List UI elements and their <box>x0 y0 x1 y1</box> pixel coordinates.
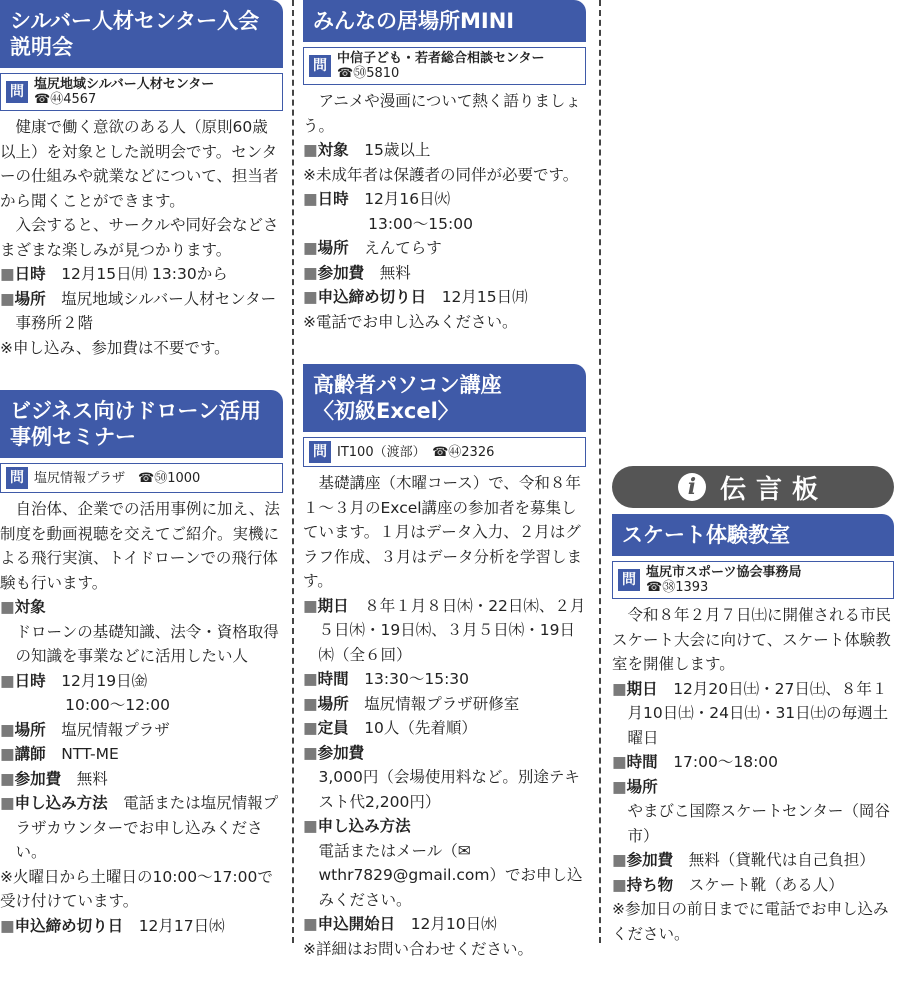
inquiry-icon: 問 <box>309 441 331 463</box>
detail-place: ■場所 塩尻情報プラザ研修室 <box>303 694 520 713</box>
article-title: シルバー人材センター入会説明会 <box>0 0 283 68</box>
article-title: 高齢者パソコン講座 〈初級Excel〉 <box>303 364 586 432</box>
detail-time: ■時間 17:00〜18:00 <box>612 753 779 771</box>
board-title: 伝言板 <box>719 474 828 505</box>
detail-teacher: ■講師 NTT-ME <box>0 745 119 763</box>
inquiry-icon: 問 <box>6 81 28 103</box>
article-title: ビジネス向けドローン活用 事例セミナー <box>0 390 283 458</box>
detail-place-label: ■場所 <box>612 777 658 796</box>
paragraph: 令和８年２月７日㈯に開催される市民スケート大会に向けて、スケート体験教室を開催します。 <box>612 606 892 673</box>
detail-time: 13:00〜15:00 <box>368 214 473 233</box>
paragraph: 基礎講座（木曜コース）で、令和８年１〜３月のExcel講座の参加者を募集しています。１月はデータ入力、２月はグラフ作成、３月はデータ分析を学習します。 <box>303 474 583 590</box>
contact-tel: ☎㊿5810 <box>337 66 400 81</box>
detail-place: やまびこ国際スケートセンター（岡谷市） <box>627 802 890 845</box>
detail-date: ■日時 12月16日㈫ <box>303 190 451 208</box>
column-right <box>612 466 894 976</box>
column-divider <box>599 0 601 943</box>
contact-info: 塩尻情報プラザ ☎㊿1000 <box>34 470 201 486</box>
detail-date: ■日時 12月19日㈮ <box>0 671 148 690</box>
contact-org: 塩尻市スポーツ協会事務局 <box>646 565 802 580</box>
inquiry-icon: 問 <box>618 569 640 591</box>
paragraph: 入会すると、サークルや同好会などさまざまな楽しみが見つかります。 <box>0 216 279 259</box>
article-drone <box>0 390 283 938</box>
contact-box <box>0 73 283 111</box>
detail-target: ドローンの基礎知識、法令・資格取得の知識を事業などに活用したい人 <box>15 622 279 665</box>
detail-period: ■期日 12月20日㈯・27日㈯、８年１月10日㈯・24日㈯・31日㈯の毎週土曜日 <box>612 679 889 747</box>
contact-box <box>303 47 586 85</box>
note: ※火曜日から土曜日の10:00〜17:00で受け付けています。 <box>0 867 273 910</box>
note: ※電話でお申し込みください。 <box>303 312 518 331</box>
contact-org: 中信子ども・若者総合相談センター <box>337 51 545 66</box>
detail-target: ■対象 15歳以上 <box>303 141 431 159</box>
article-body <box>303 471 586 961</box>
note: ※参加日の前日までに電話でお申し込みください。 <box>612 900 889 943</box>
paragraph: 自治体、企業での活用事例に加え、法制度を動画視聴を交えてご紹介。実機による飛行実演、トイドローンでの飛行体験も行います。 <box>0 500 280 592</box>
paragraph: 健康で働く意欲のある人（原則60歳以上）を対象とした説明会です。センターの仕組みや就業などについて、担当者から聞くことができます。 <box>0 118 279 210</box>
detail-apply-label: ■申し込み方法 <box>303 817 411 835</box>
note: ※詳細はお問い合わせください。 <box>303 939 533 958</box>
detail-bring: ■持ち物 スケート靴（ある人） <box>612 875 844 894</box>
detail-fee: ■参加費 無料 <box>303 263 411 282</box>
contact-box <box>0 463 283 493</box>
detail-fee: ■参加費 無料 <box>0 769 108 788</box>
article-ibasho <box>303 0 586 334</box>
column-left <box>0 0 283 968</box>
detail-place: ■場所 えんてらす <box>303 239 442 257</box>
article-body <box>612 603 894 946</box>
article-title: みんなの居場所MINI <box>303 0 586 42</box>
message-board-banner <box>612 466 894 508</box>
column-divider <box>292 0 294 943</box>
inquiry-icon: 問 <box>309 55 331 77</box>
detail-deadline: ■申込締め切り日 12月17日㈬ <box>0 916 225 935</box>
article-pc <box>303 364 586 961</box>
contact-box <box>303 437 586 467</box>
column-middle <box>303 0 586 991</box>
detail-start: ■申込開始日 12月10日㈬ <box>303 915 497 933</box>
detail-time: 10:00〜12:00 <box>65 696 170 714</box>
detail-apply: 電話またはメール（✉wthr7829@gmail.com）でお申し込みください。 <box>318 841 583 909</box>
article-silver <box>0 0 283 360</box>
detail-period: ■期日 ８年１月８日㈭・22日㈭、２月５日㈭・19日㈭、３月５日㈭・19日㈭（全６回） <box>303 596 586 664</box>
detail-apply: ■申し込み方法 電話または塩尻情報プラザカウンターでお申し込みください。 <box>0 794 279 861</box>
contact-info: IT100（渡部） ☎㊹2326 <box>337 444 495 460</box>
article-title: スケート体験教室 <box>612 514 894 556</box>
detail-place: ■場所 塩尻地域シルバー人材センター事務所２階 <box>0 289 277 332</box>
article-body <box>303 89 586 334</box>
detail-target-label: ■対象 <box>0 598 46 616</box>
detail-fee: 3,000円（会場使用料など。別途テキスト代2,200円） <box>318 768 580 811</box>
info-icon: i <box>678 473 706 501</box>
contact-tel: ☎㊹4567 <box>34 92 97 107</box>
detail-fee-label: ■参加費 <box>303 743 365 762</box>
article-skate <box>612 514 894 946</box>
note: ※申し込み、参加費は不要です。 <box>0 338 230 357</box>
article-body <box>0 115 283 360</box>
paragraph: アニメや漫画について熱く語りましょう。 <box>303 92 581 135</box>
contact-box <box>612 561 894 599</box>
detail-place: ■場所 塩尻情報プラザ <box>0 720 170 739</box>
contact-tel: ☎㊳1393 <box>646 580 709 595</box>
note: ※未成年者は保護者の同伴が必要です。 <box>303 165 579 184</box>
detail-deadline: ■申込締め切り日 12月15日㈪ <box>303 288 528 306</box>
inquiry-icon: 問 <box>6 467 28 489</box>
contact-org: 塩尻地域シルバー人材センター <box>34 77 215 92</box>
detail-fee: ■参加費 無料（貸靴代は自己負担） <box>612 851 875 869</box>
detail-date: ■日時 12月15日㈪ 13:30から <box>0 265 228 283</box>
detail-time: ■時間 13:30〜15:30 <box>303 670 470 688</box>
article-body <box>0 497 283 938</box>
detail-capacity: ■定員 10人（先着順） <box>303 719 477 737</box>
